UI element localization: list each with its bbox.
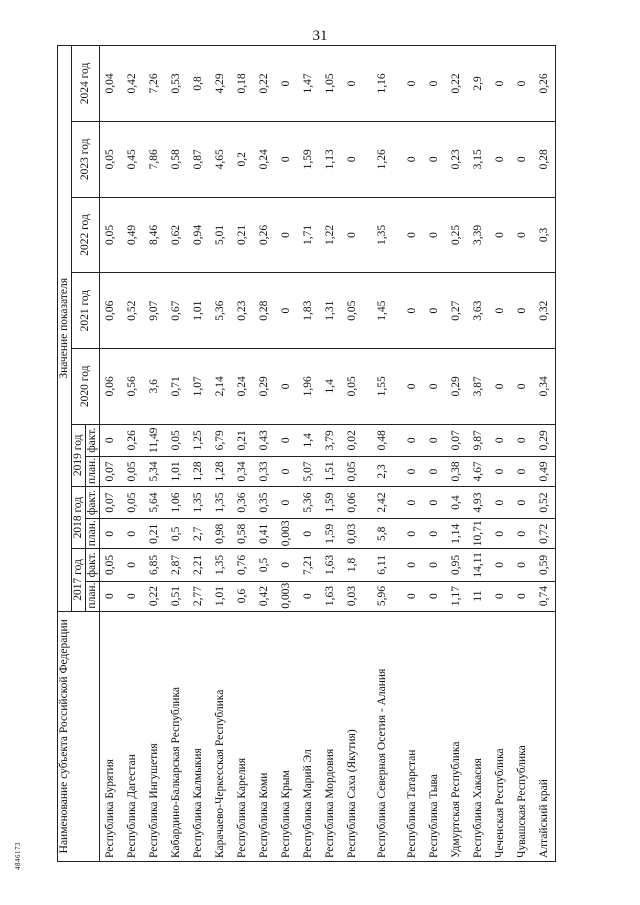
value-cell: 0	[490, 519, 512, 549]
value-cell: 0	[424, 519, 446, 549]
value-cell: 1,4	[298, 424, 320, 456]
value-cell: 1,35	[210, 486, 232, 518]
value-cell: 0	[424, 549, 446, 581]
value-cell: 0	[402, 348, 424, 424]
value-cell: 0,24	[254, 121, 276, 197]
value-cell: 0	[490, 549, 512, 581]
value-cell: 0,25	[446, 197, 468, 273]
value-cell: 0	[402, 121, 424, 197]
region-name: Республика Марий Эл	[298, 611, 320, 861]
value-cell: 0,62	[166, 197, 188, 273]
value-cell: 0,95	[446, 549, 468, 581]
value-cell: 0	[402, 581, 424, 611]
value-cell: 1,55	[364, 348, 402, 424]
value-cell: 1,26	[364, 121, 402, 197]
value-cell: 1,14	[446, 519, 468, 549]
value-cell: 0	[512, 519, 534, 549]
value-cell: 1,35	[210, 549, 232, 581]
values-header: Значение показателя	[58, 46, 72, 612]
value-cell: 1,13	[320, 121, 342, 197]
table-row	[364, 46, 402, 862]
plan-header: план.	[86, 519, 100, 549]
table-body	[100, 46, 556, 862]
value-cell: 0,42	[254, 581, 276, 611]
value-cell: 0,07	[100, 486, 122, 518]
value-cell: 1,51	[320, 456, 342, 486]
value-cell: 0,43	[254, 424, 276, 456]
value-cell: 0	[512, 424, 534, 456]
value-cell: 0,24	[232, 348, 254, 424]
table-row	[446, 46, 468, 862]
year-2018-header: 2018 год	[72, 486, 86, 548]
table-row	[512, 46, 534, 862]
value-cell: 0	[402, 486, 424, 518]
value-cell: 0,53	[166, 46, 188, 122]
value-cell: 1,59	[320, 519, 342, 549]
value-cell: 0	[424, 581, 446, 611]
value-cell: 0	[490, 348, 512, 424]
value-cell: 1,83	[298, 273, 320, 349]
value-cell: 4,65	[210, 121, 232, 197]
region-name: Республика Карелия	[232, 611, 254, 861]
value-cell: 0	[424, 456, 446, 486]
document-code: 4846173	[14, 842, 22, 870]
value-cell: 0	[276, 348, 298, 424]
value-cell: 0,3	[534, 197, 556, 273]
value-cell: 0,45	[122, 121, 144, 197]
year-2023-header: 2023 год	[72, 121, 100, 197]
table-row	[468, 46, 490, 862]
indicator-table	[57, 45, 556, 862]
year-2017-header: 2017 год	[72, 549, 86, 611]
value-cell: 0	[276, 549, 298, 581]
value-cell: 6,11	[364, 549, 402, 581]
value-cell: 1,45	[364, 273, 402, 349]
region-name: Республика Ингушетия	[144, 611, 166, 861]
value-cell: 0,22	[144, 581, 166, 611]
table-row	[320, 46, 342, 862]
table-row	[210, 46, 232, 862]
value-cell: 1,25	[188, 424, 210, 456]
value-cell: 0	[512, 348, 534, 424]
table-row	[402, 46, 424, 862]
value-cell: 0	[122, 549, 144, 581]
value-cell: 0	[512, 197, 534, 273]
value-cell: 0,94	[188, 197, 210, 273]
region-name: Республика Бурятия	[100, 611, 122, 861]
value-cell: 0,05	[122, 486, 144, 518]
region-name: Республика Татарстан	[402, 611, 424, 861]
year-2021-header: 2021 год	[72, 273, 100, 349]
region-name: Республика Мордовия	[320, 611, 342, 861]
region-name: Республика Северная Осетия - Алания	[364, 611, 402, 861]
value-cell: 0,27	[446, 273, 468, 349]
value-cell: 0	[100, 519, 122, 549]
table-row	[144, 46, 166, 862]
value-cell: 0,29	[254, 348, 276, 424]
value-cell: 1,07	[188, 348, 210, 424]
value-cell: 0	[490, 581, 512, 611]
value-cell: 0	[402, 273, 424, 349]
year-2020-header: 2020 год	[72, 348, 100, 424]
value-cell: 0	[342, 197, 364, 273]
value-cell: 0,5	[254, 549, 276, 581]
value-cell: 0,07	[446, 424, 468, 456]
table-row	[276, 46, 298, 862]
fact-header: факт.	[86, 549, 100, 581]
value-cell: 0,05	[100, 197, 122, 273]
value-cell: 0,41	[254, 519, 276, 549]
value-cell: 0,51	[166, 581, 188, 611]
region-name: Республика Крым	[276, 611, 298, 861]
value-cell: 0	[402, 46, 424, 122]
value-cell: 0,21	[144, 519, 166, 549]
value-cell: 0,05	[122, 456, 144, 486]
value-cell: 2,7	[188, 519, 210, 549]
year-2019-header: 2019 год	[72, 424, 86, 486]
value-cell: 3,6	[144, 348, 166, 424]
value-cell: 0	[424, 424, 446, 456]
value-cell: 0,48	[364, 424, 402, 456]
year-2022-header: 2022 год	[72, 197, 100, 273]
value-cell: 2,9	[468, 46, 490, 122]
value-cell: 0,21	[232, 197, 254, 273]
value-cell: 5,01	[210, 197, 232, 273]
value-cell: 0	[490, 486, 512, 518]
plan-header: план.	[86, 456, 100, 486]
value-cell: 0,04	[100, 46, 122, 122]
value-cell: 8,46	[144, 197, 166, 273]
value-cell: 3,79	[320, 424, 342, 456]
table-row	[342, 46, 364, 862]
table-row	[298, 46, 320, 862]
value-cell: 0,05	[166, 424, 188, 456]
value-cell: 0	[342, 121, 364, 197]
region-name: Республика Хакасия	[468, 611, 490, 861]
table-row	[100, 46, 122, 862]
value-cell: 1,28	[188, 456, 210, 486]
value-cell: 0	[342, 46, 364, 122]
value-cell: 0,67	[166, 273, 188, 349]
value-cell: 0	[512, 581, 534, 611]
value-cell: 4,93	[468, 486, 490, 518]
value-cell: 1,63	[320, 581, 342, 611]
value-cell: 1,35	[364, 197, 402, 273]
value-cell: 3,63	[468, 273, 490, 349]
value-cell: 0,003	[276, 519, 298, 549]
value-cell: 0,34	[534, 348, 556, 424]
value-cell: 0,29	[534, 424, 556, 456]
value-cell: 0,06	[100, 273, 122, 349]
value-cell: 1,01	[210, 581, 232, 611]
value-cell: 7,86	[144, 121, 166, 197]
value-cell: 0	[490, 424, 512, 456]
value-cell: 3,87	[468, 348, 490, 424]
value-cell: 0	[276, 197, 298, 273]
region-name: Республика Калмыкия	[188, 611, 210, 861]
value-cell: 1,71	[298, 197, 320, 273]
value-cell: 0	[402, 456, 424, 486]
value-cell: 0,76	[232, 549, 254, 581]
value-cell: 0,58	[166, 121, 188, 197]
value-cell: 0	[122, 581, 144, 611]
region-name: Республика Дагестан	[122, 611, 144, 861]
value-cell: 9,07	[144, 273, 166, 349]
value-cell: 0	[512, 456, 534, 486]
value-cell: 5,96	[364, 581, 402, 611]
value-cell: 5,64	[144, 486, 166, 518]
region-name: Удмуртская Республика	[446, 611, 468, 861]
value-cell: 0	[490, 121, 512, 197]
value-cell: 0,23	[446, 121, 468, 197]
value-cell: 1,06	[166, 486, 188, 518]
value-cell: 0,26	[122, 424, 144, 456]
value-cell: 0,05	[100, 549, 122, 581]
value-cell: 1,05	[320, 46, 342, 122]
value-cell: 2,42	[364, 486, 402, 518]
value-cell: 0	[276, 486, 298, 518]
value-cell: 0	[402, 519, 424, 549]
value-cell: 0,05	[342, 273, 364, 349]
value-cell: 2,3	[364, 456, 402, 486]
value-cell: 0,59	[534, 549, 556, 581]
region-name: Чувашская Республика	[512, 611, 534, 861]
value-cell: 0	[424, 121, 446, 197]
value-cell: 0,6	[232, 581, 254, 611]
rotated-table-container	[57, 45, 562, 862]
value-cell: 0,87	[188, 121, 210, 197]
value-cell: 1,63	[320, 549, 342, 581]
value-cell: 7,26	[144, 46, 166, 122]
value-cell: 0	[424, 273, 446, 349]
table-row	[534, 46, 556, 862]
value-cell: 0	[424, 486, 446, 518]
value-cell: 1,96	[298, 348, 320, 424]
table-row	[166, 46, 188, 862]
fact-header: факт.	[86, 424, 100, 456]
value-cell: 1,59	[298, 121, 320, 197]
value-cell: 3,39	[468, 197, 490, 273]
value-cell: 0	[490, 456, 512, 486]
value-cell: 0	[100, 581, 122, 611]
value-cell: 0	[512, 549, 534, 581]
value-cell: 11,49	[144, 424, 166, 456]
value-cell: 0	[490, 197, 512, 273]
value-cell: 6,85	[144, 549, 166, 581]
value-cell: 1,47	[298, 46, 320, 122]
value-cell: 0,02	[342, 424, 364, 456]
value-cell: 1,16	[364, 46, 402, 122]
value-cell: 0,03	[342, 519, 364, 549]
value-cell: 0,23	[232, 273, 254, 349]
value-cell: 1,35	[188, 486, 210, 518]
value-cell: 0,33	[254, 456, 276, 486]
value-cell: 1,17	[446, 581, 468, 611]
value-cell: 0,05	[100, 121, 122, 197]
value-cell: 0,4	[446, 486, 468, 518]
region-name: Республика Тыва	[424, 611, 446, 861]
value-cell: 2,87	[166, 549, 188, 581]
value-cell: 0	[512, 121, 534, 197]
value-cell: 0	[402, 549, 424, 581]
value-cell: 10,71	[468, 519, 490, 549]
value-cell: 0,58	[232, 519, 254, 549]
value-cell: 0,22	[254, 46, 276, 122]
table-row	[424, 46, 446, 862]
value-cell: 0,21	[232, 424, 254, 456]
value-cell: 0,06	[100, 348, 122, 424]
value-cell: 2,77	[188, 581, 210, 611]
value-cell: 0	[402, 424, 424, 456]
value-cell: 0,18	[232, 46, 254, 122]
region-name: Республика Саха (Якутия)	[342, 611, 364, 861]
value-cell: 14,11	[468, 549, 490, 581]
value-cell: 0,05	[342, 456, 364, 486]
value-cell: 0,003	[276, 581, 298, 611]
value-cell: 0,42	[122, 46, 144, 122]
value-cell: 0,52	[122, 273, 144, 349]
value-cell: 0,72	[534, 519, 556, 549]
value-cell: 0,28	[254, 273, 276, 349]
value-cell: 0,28	[534, 121, 556, 197]
value-cell: 0,05	[342, 348, 364, 424]
value-cell: 5,8	[364, 519, 402, 549]
value-cell: 0	[490, 46, 512, 122]
value-cell: 0	[276, 456, 298, 486]
value-cell: 1,4	[320, 348, 342, 424]
value-cell: 5,36	[298, 486, 320, 518]
value-cell: 0,5	[166, 519, 188, 549]
region-name: Алтайский край	[534, 611, 556, 861]
value-cell: 0,26	[254, 197, 276, 273]
value-cell: 0,49	[122, 197, 144, 273]
value-cell: 1,22	[320, 197, 342, 273]
value-cell: 0,8	[188, 46, 210, 122]
value-cell: 0	[276, 424, 298, 456]
value-cell: 6,79	[210, 424, 232, 456]
value-cell: 1,8	[342, 549, 364, 581]
value-cell: 1,59	[320, 486, 342, 518]
value-cell: 0,52	[534, 486, 556, 518]
value-cell: 0,07	[100, 456, 122, 486]
value-cell: 0,29	[446, 348, 468, 424]
value-cell: 0	[298, 519, 320, 549]
value-cell: 0	[424, 46, 446, 122]
value-cell: 0,74	[534, 581, 556, 611]
table-row	[122, 46, 144, 862]
value-cell: 3,15	[468, 121, 490, 197]
value-cell: 0	[276, 46, 298, 122]
value-cell: 0,56	[122, 348, 144, 424]
value-cell: 5,34	[144, 456, 166, 486]
value-cell: 0,49	[534, 456, 556, 486]
value-cell: 0	[424, 197, 446, 273]
value-cell: 0,2	[232, 121, 254, 197]
value-cell: 0	[512, 486, 534, 518]
value-cell: 0	[276, 121, 298, 197]
value-cell: 0,98	[210, 519, 232, 549]
value-cell: 0,22	[446, 46, 468, 122]
region-name: Карачаево-Черкесская Республика	[210, 611, 232, 861]
value-cell: 5,36	[210, 273, 232, 349]
fact-header: факт.	[86, 486, 100, 518]
region-name: Чеченская Республика	[490, 611, 512, 861]
value-cell: 0,06	[342, 486, 364, 518]
value-cell: 0	[276, 273, 298, 349]
value-cell: 2,21	[188, 549, 210, 581]
value-cell: 0	[298, 581, 320, 611]
value-cell: 0,36	[232, 486, 254, 518]
value-cell: 0	[122, 519, 144, 549]
value-cell: 0	[512, 46, 534, 122]
value-cell: 0	[424, 348, 446, 424]
value-cell: 0	[512, 273, 534, 349]
value-cell: 0,35	[254, 486, 276, 518]
value-cell: 4,67	[468, 456, 490, 486]
value-cell: 1,01	[188, 273, 210, 349]
value-cell: 0	[100, 424, 122, 456]
value-cell: 0	[402, 197, 424, 273]
value-cell: 0,32	[534, 273, 556, 349]
value-cell: 1,28	[210, 456, 232, 486]
name-header: Наименование субъекта Российской Федерации	[58, 611, 100, 861]
value-cell: 11	[468, 581, 490, 611]
value-cell: 4,29	[210, 46, 232, 122]
table-row	[254, 46, 276, 862]
page-number: 31	[312, 28, 328, 44]
value-cell: 2,14	[210, 348, 232, 424]
table-row	[232, 46, 254, 862]
region-name: Кабардино-Балкарская Республика	[166, 611, 188, 861]
value-cell: 9,87	[468, 424, 490, 456]
value-cell: 7,21	[298, 549, 320, 581]
value-cell: 0,26	[534, 46, 556, 122]
value-cell: 1,31	[320, 273, 342, 349]
year-2024-header: 2024 год	[72, 46, 100, 122]
table-row	[490, 46, 512, 862]
table-row	[188, 46, 210, 862]
value-cell: 5,07	[298, 456, 320, 486]
value-cell: 0,34	[232, 456, 254, 486]
value-cell: 0,71	[166, 348, 188, 424]
plan-header: план.	[86, 581, 100, 611]
value-cell: 0,38	[446, 456, 468, 486]
value-cell: 1,01	[166, 456, 188, 486]
value-cell: 0,03	[342, 581, 364, 611]
region-name: Республика Коми	[254, 611, 276, 861]
value-cell: 0	[490, 273, 512, 349]
